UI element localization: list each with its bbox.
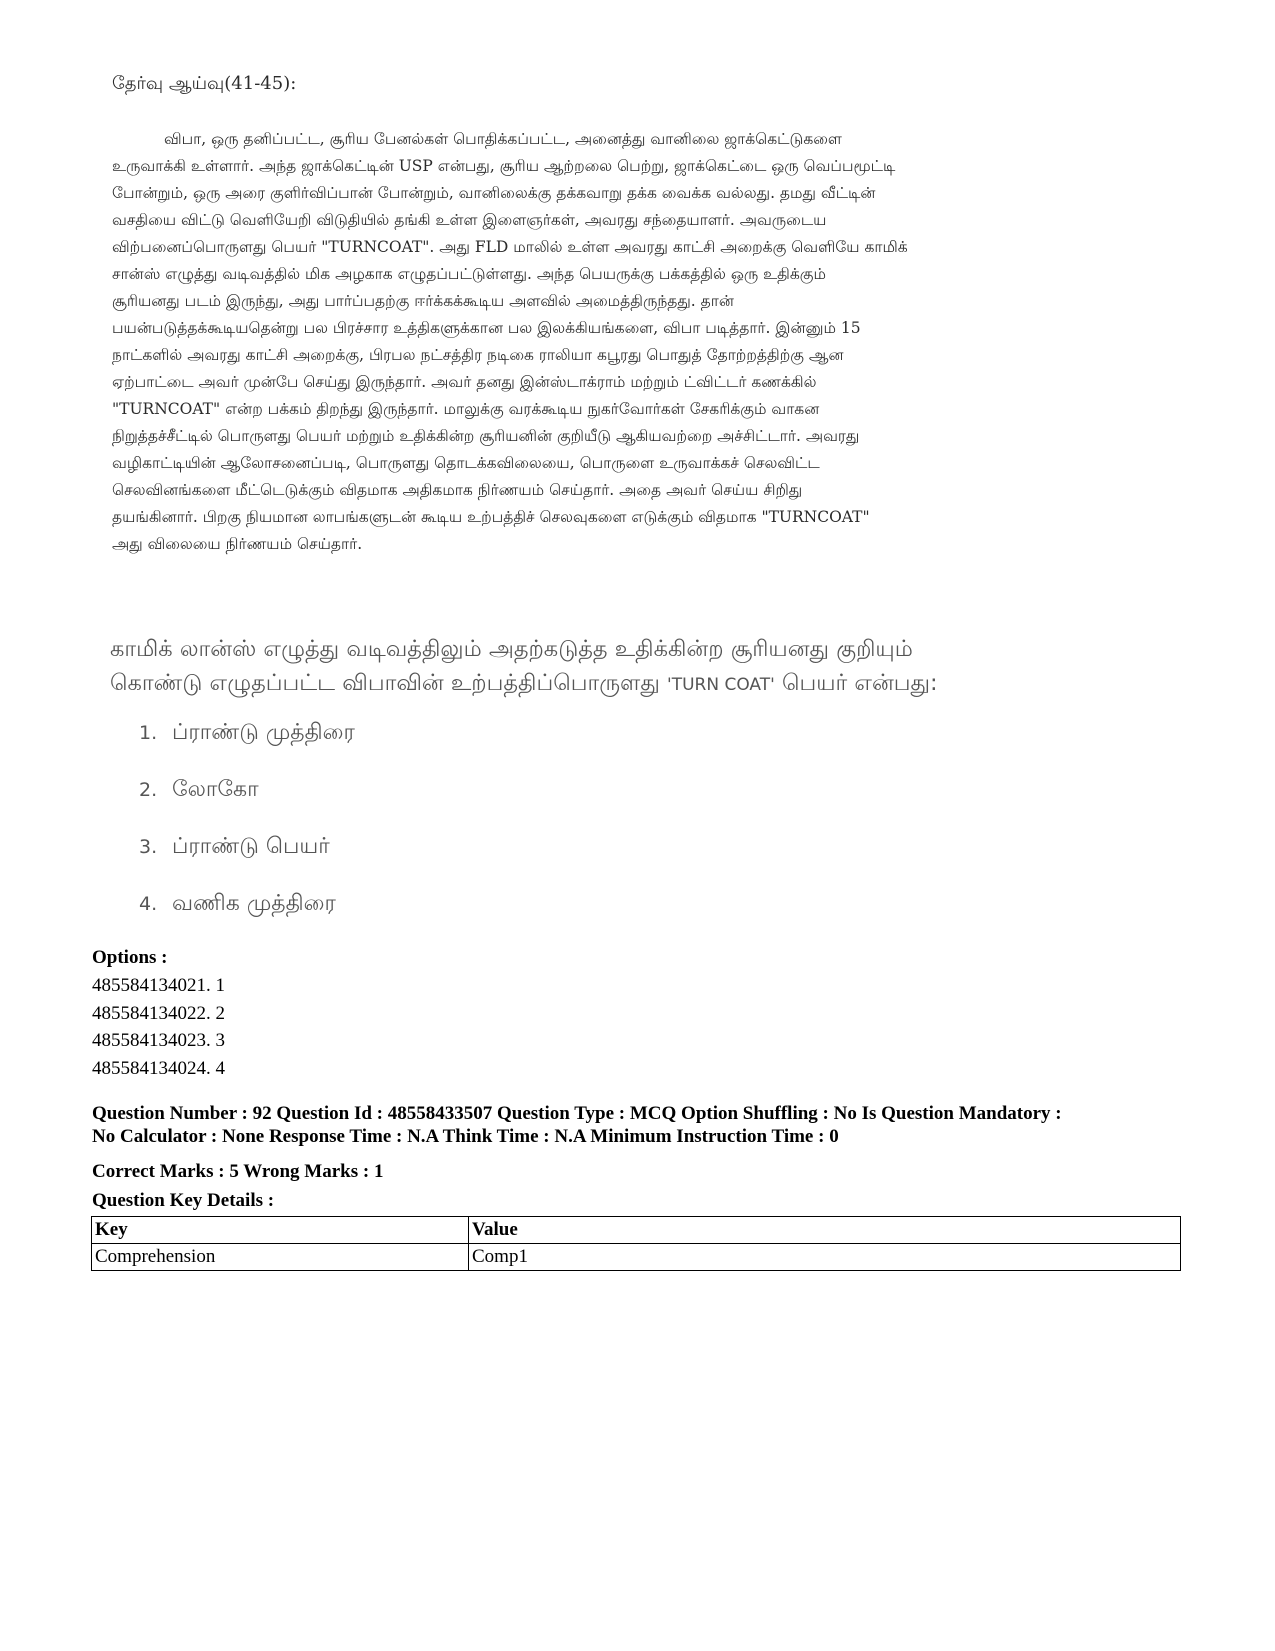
option-item: 485584134022. 2 [92, 1002, 225, 1024]
choice-text: ப்ராண்டு பெயர் [172, 834, 330, 859]
passage-line: வழிகாட்டியின் ஆலோசனைப்படி, பொருளது தொடக்கவிலையை, பொருளை உருவாக்கச் செலவிட்ட [112, 454, 820, 472]
passage-line: நாட்களில் அவரது காட்சி அறைக்கு, பிரபல நட்சத்திர நடிகை ராலியா கபூரது பொதுத் தோற்றத்திற்கு ஆன [112, 346, 844, 364]
choice-item [139, 889, 355, 946]
passage-line: வசதியை விட்டு வெளியேறி விடுதியில் தங்கி உள்ள இளைஞர்கள், அவரது சந்தையாளர். அவருடைய [112, 211, 827, 229]
passage-line: தயங்கினார். பிறகு நியமான லாபங்களுடன் கூடிய உற்பத்திச் செலவுகளை எடுக்கும் விதமாக "TURNCOAT" [112, 508, 870, 526]
question-stem-tail: பெயர் என்பது: [781, 670, 938, 696]
table-header-cell: Key [92, 1217, 469, 1244]
question-info-line: Question Number : 92 Question Id : 48558433507 Question Type : MCQ Option Shuffling : No Is Question Mandatory : [92, 1103, 1062, 1124]
choice-number: 2. [139, 779, 158, 801]
question-stem [110, 632, 1170, 702]
passage-line: ஏற்பாட்டை அவர் முன்பே செய்து இருந்தார். அவர் தனது இன்ஸ்டாக்ராம் மற்றும் ட்விட்டர் கணக்கில் [112, 373, 817, 391]
options-title: Options : [92, 947, 168, 968]
options-list [92, 972, 1192, 1082]
table-header-cell: Value [469, 1217, 1181, 1244]
passage-line: விற்பனைப்பொருளது பெயர் "TURNCOAT". அது FLD மாலில் உள்ள அவரது காட்சி அறைக்கு வெளியே காமிக் [112, 238, 908, 256]
choice-number: 1. [139, 722, 158, 744]
table-cell: Comp1 [469, 1244, 1181, 1271]
table-row [92, 1244, 1181, 1271]
passage-line: போன்றும், ஒரு அரை குளிர்விப்பான் போன்றும், வானிலைக்கு தக்கவாறு தக்க வைக்க வல்லது. தமது வீட்டின் [112, 184, 876, 202]
passage-line: அது விலையை நிர்ணயம் செய்தார். [112, 535, 363, 553]
choice-item [139, 718, 355, 775]
table-header-row [92, 1217, 1181, 1244]
passage-line: நிறுத்தச்சீட்டில் பொருளது பெயர் மற்றும் உதிக்கின்ற சூரியனின் குறியீடு ஆகியவற்றை அச்சிட்டார். அவரது [112, 427, 860, 445]
passage-line: சூரியனது படம் இருந்து, அது பார்ப்பதற்கு ஈர்க்கக்கூடிய அளவில் அமைத்திருந்தது. தான் [112, 292, 734, 310]
passage-line: பயன்படுத்தக்கூடியதென்று பல பிரச்சார உத்திகளுக்கான பல இலக்கியங்களை, விபா படித்தார். இன்னும் 15 [112, 319, 861, 337]
choice-number: 3. [139, 836, 158, 858]
choice-text: ப்ராண்டு முத்திரை [172, 720, 355, 745]
option-item: 485584134024. 4 [92, 1057, 225, 1079]
passage-body [112, 126, 1152, 558]
option-item: 485584134023. 3 [92, 1030, 225, 1051]
choice-text: லோகோ [172, 777, 259, 802]
question-stem-text: கொண்டு எழுதப்பட்ட விபாவின் உற்பத்திப்பொருளது [110, 670, 660, 696]
passage-line: சான்ஸ் எழுத்து வடிவத்தில் மிக அழகாக எழுதப்பட்டுள்ளது. அந்த பெயருக்கு பக்கத்தில் ஒரு உதிக்கும் [112, 265, 826, 283]
key-details-table [91, 1216, 1181, 1271]
option-item: 485584134021. 1 [92, 975, 225, 996]
question-stem-quoted: 'TURN COAT' [667, 675, 775, 695]
passage-line: உருவாக்கி உள்ளார். அந்த ஜாக்கெட்டின் USP என்பது, சூரிய ஆற்றலை பெற்று, ஜாக்கெட்டை ஒரு வெப்பமூட்டி [112, 157, 896, 175]
question-info-line: No Calculator : None Response Time : N.A Think Time : N.A Minimum Instruction Time : 0 [92, 1126, 839, 1147]
passage-line: செலவினங்களை மீட்டெடுக்கும் விதமாக அதிகமாக நிர்ணயம் செய்தார். அதை அவர் செய்ய சிறிது [112, 481, 803, 499]
choice-list [139, 718, 355, 946]
question-info [92, 1102, 1192, 1148]
choice-item [139, 775, 355, 832]
marks-line: Correct Marks : 5 Wrong Marks : 1 [92, 1161, 384, 1182]
passage-image [112, 72, 1152, 558]
passage-line: "TURNCOAT" என்ற பக்கம் திறந்து இருந்தார். மாலுக்கு வரக்கூடிய நுகர்வோர்கள் சேகரிக்கும் வாகன [112, 400, 820, 418]
passage-line: விபா, ஒரு தனிப்பட்ட, சூரிய பேனல்கள் பொதிக்கப்பட்ட, அனைத்து வானிலை ஜாக்கெட்டுகளை [164, 130, 842, 148]
question-stem-line [110, 666, 1170, 702]
choice-number: 4. [139, 893, 158, 915]
passage-heading: தேர்வு ஆய்வு(41-45): [112, 73, 297, 94]
table-cell: Comprehension [92, 1244, 469, 1271]
choice-text: வணிக முத்திரை [172, 891, 336, 916]
key-details-title: Question Key Details : [92, 1190, 275, 1211]
choice-item [139, 832, 355, 889]
question-stem-line: காமிக் லான்ஸ் எழுத்து வடிவத்திலும் அதற்கடுத்த உதிக்கின்ற சூரியனது குறியும் [110, 636, 913, 662]
